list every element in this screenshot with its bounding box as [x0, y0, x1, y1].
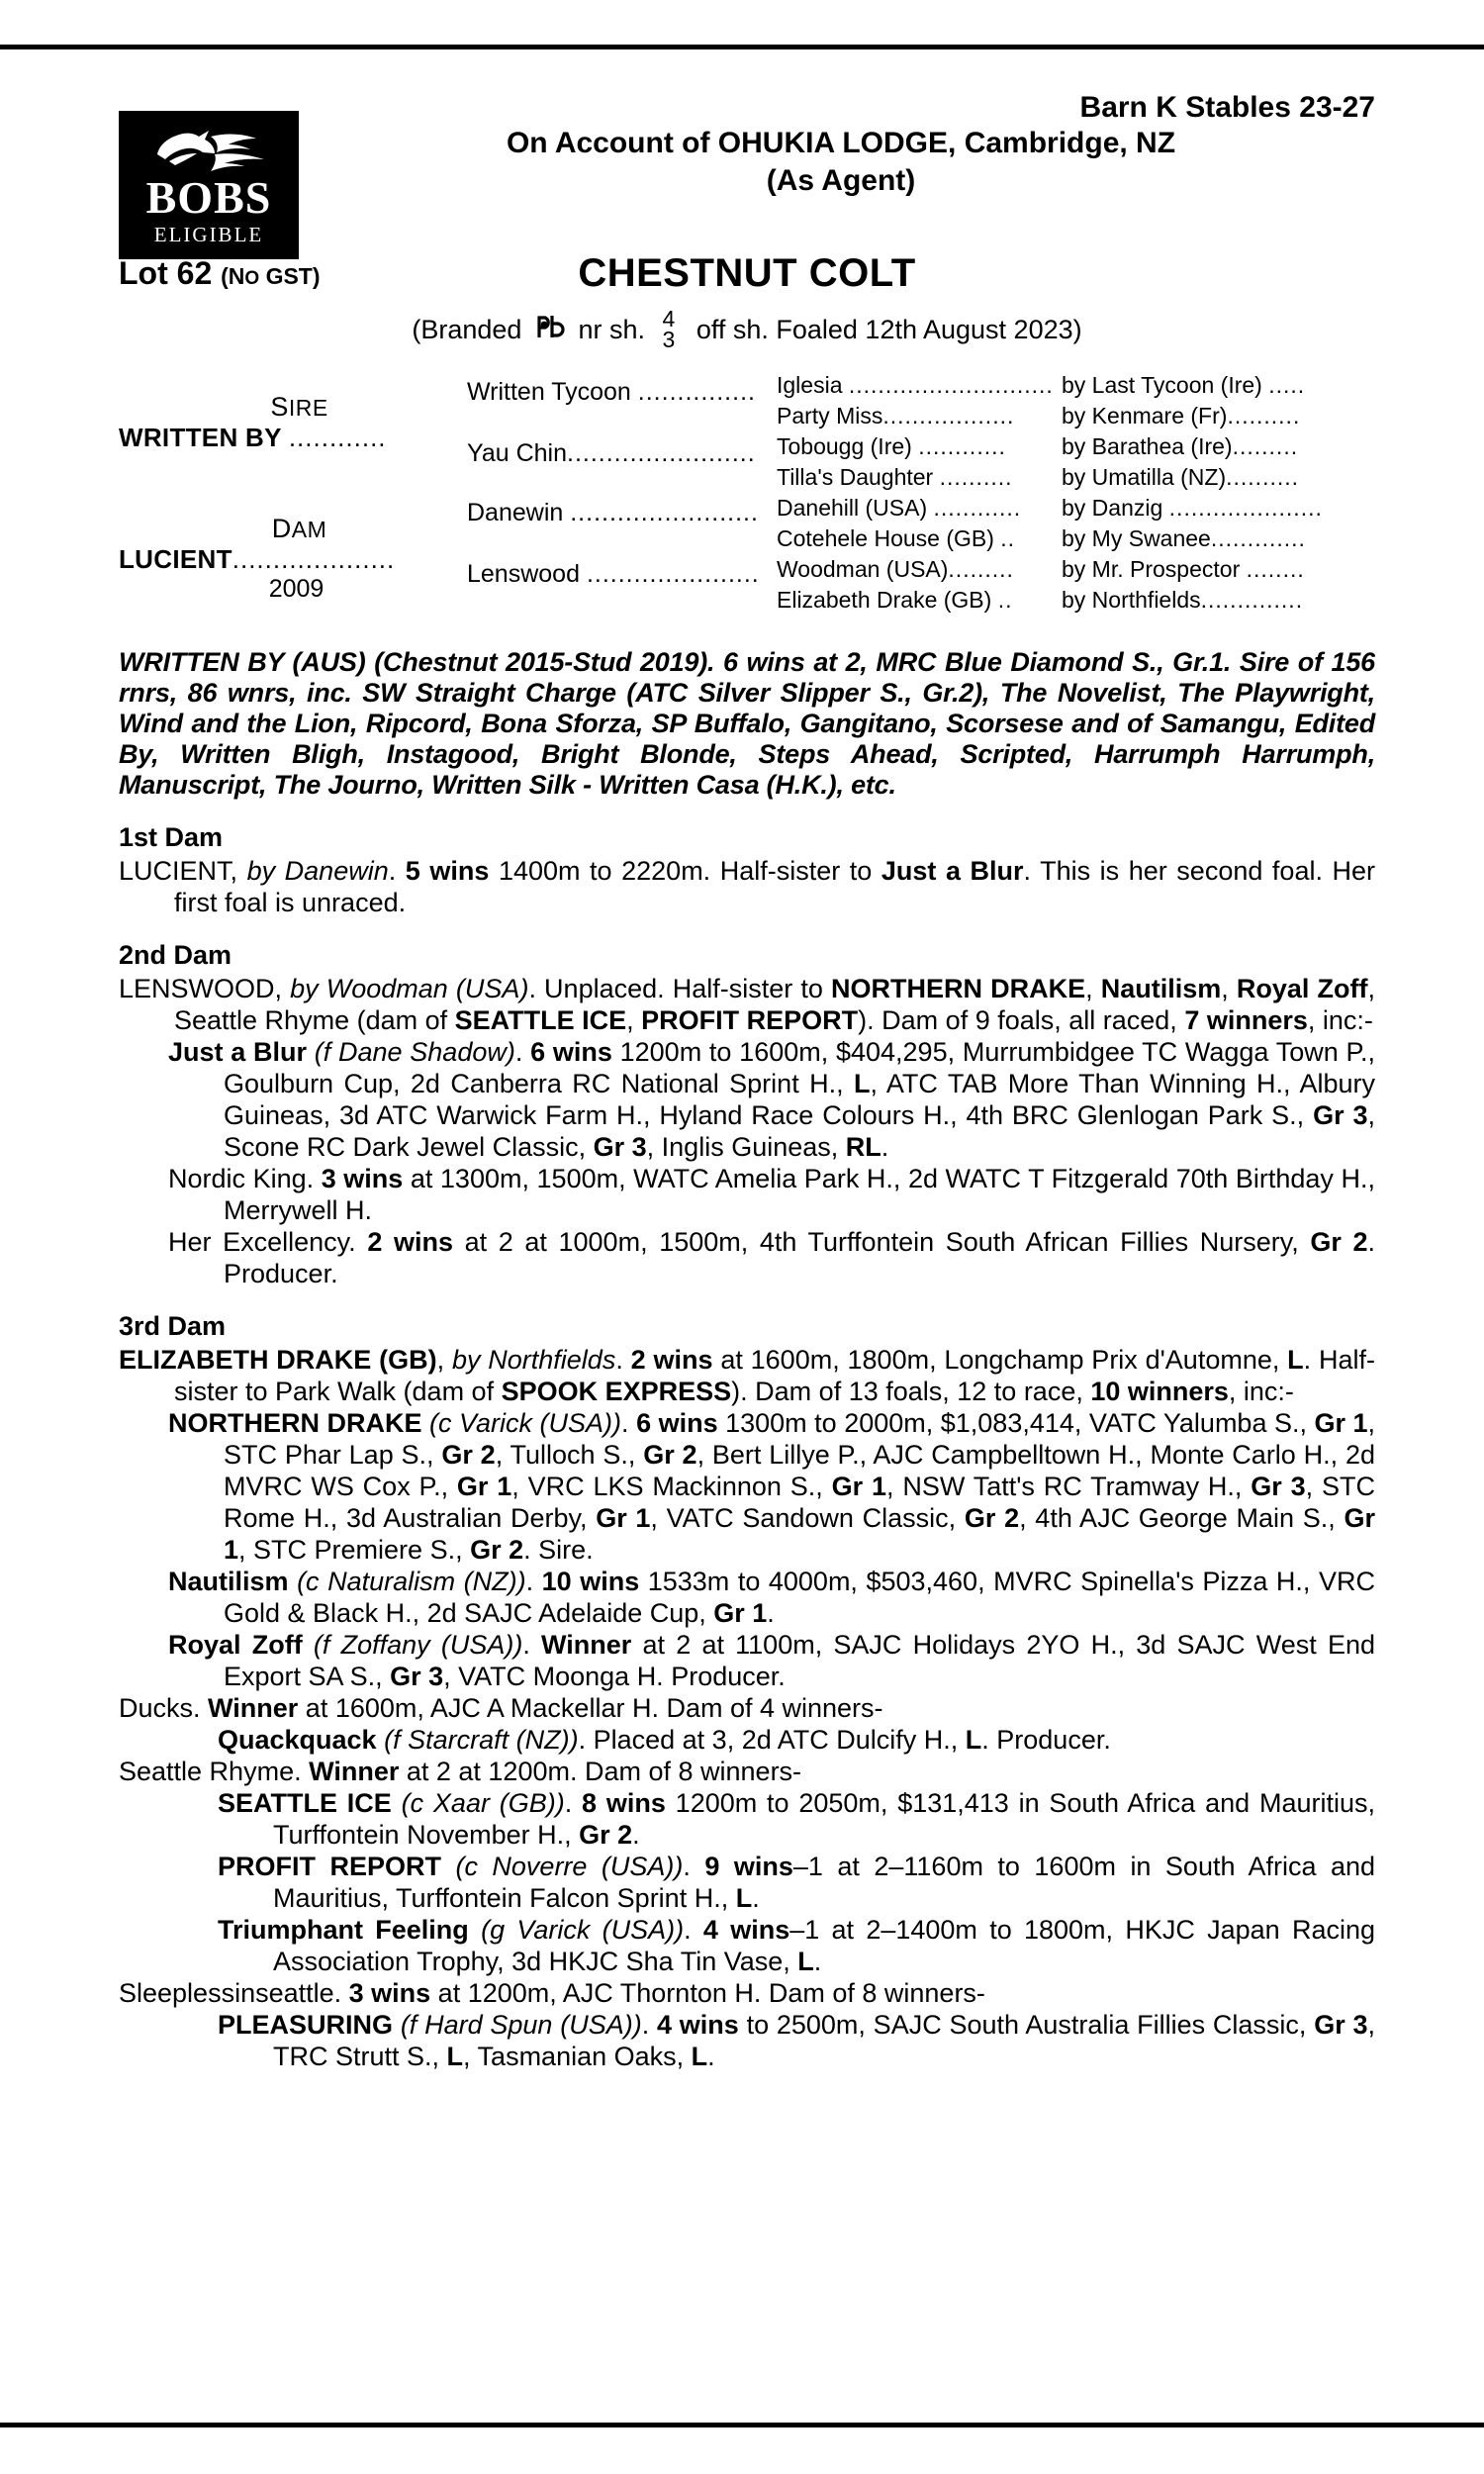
pedigree-entry: Nautilism (c Naturalism (NZ)). 10 wins 1533m to 4000m, $503,460, MVRC Spinella's Pizza H., VRC Gold & Black H., 2d SAJC Adelaide Cup, Gr 1.	[168, 1567, 1375, 1628]
dam-year: 2009	[268, 575, 325, 603]
lot-line	[119, 251, 1375, 309]
pedigree-entry: Royal Zoff (f Zoffany (USA)). Winner at 2 at 1100m, SAJC Holidays 2YO H., 3d SAJC West End Export SA S., Gr 3, VATC Moonga H. Producer.	[168, 1630, 1375, 1691]
greatgreatgrandparent-row: by Barathea (Ire).........	[1062, 433, 1299, 459]
pedigree-column-greatgrandparents	[777, 370, 1073, 616]
colour-and-sex-title: CHESTNUT COLT	[578, 251, 916, 295]
dam-name: LUCIENT....................	[119, 544, 396, 574]
grandparent-row: Danewin ........................	[467, 499, 759, 526]
dam-generation-heading: 2nd Dam	[119, 940, 232, 970]
grandparent-row: Yau Chin........................	[467, 439, 756, 467]
branded-line	[119, 306, 1375, 362]
dam-role-label: DAM	[271, 514, 327, 543]
pedigree-entry: Nordic King. 3 wins at 1300m, 1500m, WATC Amelia Park H., 2d WATC T Fitzgerald 70th Birthday H., Merrywell H.	[168, 1164, 1375, 1225]
as-agent-label: (As Agent)	[766, 164, 916, 197]
pedigree-entry: SEATTLE ICE (c Xaar (GB)). 8 wins 1200m to 2050m, $131,413 in South Africa and Mauritius, Turffontein November H., Gr 2.	[218, 1788, 1375, 1850]
bobs-eligible-logo	[119, 111, 299, 259]
greatgreatgrandparent-row: by My Swanee.............	[1062, 525, 1306, 551]
pedigree-sire-block	[119, 392, 470, 453]
page-header	[119, 89, 1375, 247]
greatgrandparent-row: Party Miss..................	[777, 403, 1015, 428]
pedigree-entry: Sleeplessinseattle. 3 wins at 1200m, AJC Thornton H. Dam of 8 winners-	[119, 1978, 985, 2008]
pedigree-entry: Ducks. Winner at 1600m, AJC A Mackellar H. Dam of 4 winners-	[119, 1693, 883, 1723]
pedigree-entry: Quackquack (f Starcraft (NZ)). Placed at 3, 2d ATC Dulcify H., L. Producer.	[218, 1725, 1111, 1755]
pedigree-entry: NORTHERN DRAKE (c Varick (USA)). 6 wins 1300m to 2000m, $1,083,414, VATC Yalumba S., Gr 1, STC Phar Lap S., Gr 2, Tulloch S., Gr 2, Bert Lillye P., AJC Campbelltown H., Monte Carlo H., 2d MVRC WS Cox P., Gr 1, VRC LKS Mackinnon S., Gr 1, NSW Tatt's RC Tramway H., Gr 3, STC Rome H., 3d Australian Derby, Gr 1, VATC Sandown Classic, Gr 2, 4th AJC George Main S., Gr 1, STC Premiere S., Gr 2. Sire.	[168, 1408, 1376, 1565]
greatgreatgrandparent-row: by Danzig .....................	[1062, 495, 1323, 521]
lot-number-text: Lot 62	[119, 255, 213, 291]
bobs-logo-subtitle: ELIGIBLE	[153, 223, 264, 246]
grandparent-row: Written Tycoon ...............	[467, 378, 756, 406]
pedigree-entry: LUCIENT, by Danewin. 5 wins 1400m to 2220m. Half-sister to Just a Blur. This is her second foal. Her first foal is unraced.	[119, 856, 1376, 917]
greatgrandparent-row: Cotehele House (GB) ..	[777, 525, 1016, 551]
greatgrandparent-row: Elizabeth Drake (GB) ..	[777, 587, 1013, 613]
no-gst-label: (NO GST)	[221, 263, 321, 289]
dam-generation-heading: 1st Dam	[119, 822, 224, 852]
greatgrandparent-row: Iglesia ............................	[777, 372, 1054, 398]
pedigree-column-greatgreatgrandparents	[1062, 370, 1378, 616]
greatgreatgrandparent-row: by Last Tycoon (Ire) .....	[1062, 372, 1306, 398]
greatgreatgrandparent-row: by Mr. Prospector ........	[1062, 556, 1305, 582]
page-top-rule	[0, 45, 1484, 49]
pedigree-dam-block	[119, 514, 470, 604]
barn-stables-label: Barn K Stables 23-27	[1079, 91, 1375, 124]
pedigree-entry: Her Excellency. 2 wins at 2 at 1000m, 1500m, 4th Turffontein South African Fillies Nursery, Gr 2. Producer.	[168, 1227, 1376, 1288]
greatgrandparent-row: Danehill (USA) ............	[777, 495, 1022, 521]
greatgreatgrandparent-row: by Umatilla (NZ)..........	[1062, 464, 1300, 490]
pedigree-table	[119, 370, 1375, 635]
brand-symbol-icon	[533, 312, 567, 348]
on-account-of-label: On Account of OHUKIA LODGE, Cambridge, NZ	[506, 127, 1176, 159]
pedigree-entry: PLEASURING (f Hard Spun (USA)). 4 wins to 2500m, SAJC South Australia Fillies Classic, Gr 3, TRC Strutt S., L, Tasmanian Oaks, L.	[218, 2010, 1376, 2071]
sire-role-label: SIRE	[270, 392, 328, 422]
bobs-logo-word: BOBS	[145, 172, 272, 223]
brand-number-fraction	[662, 306, 676, 352]
branded-off-shoulder-foaled: off sh. Foaled 12th August 2023)	[696, 315, 1082, 345]
greatgreatgrandparent-row: by Northfields..............	[1062, 587, 1304, 613]
branded-prefix: (Branded	[412, 315, 522, 345]
greatgrandparent-row: Woodman (USA).........	[777, 556, 1014, 582]
sire-name: WRITTEN BY ............	[119, 423, 387, 452]
greatgrandparent-row: Tobougg (Ire) ............	[777, 433, 1006, 459]
horse-head-icon	[119, 123, 299, 176]
grandparent-row: Lenswood ......................	[467, 560, 760, 588]
pedigree-entry: PROFIT REPORT (c Noverre (USA)). 9 wins–1 at 2–1160m to 1600m in South Africa and Mauritius, Turffontein Falcon Sprint H., L.	[218, 1852, 1375, 1913]
pedigree-entry: ELIZABETH DRAKE (GB), by Northfields. 2 wins at 1600m, 1800m, Longchamp Prix d'Automne, L. Half-sister to Park Walk (dam of SPOOK EXPRESS). Dam of 13 foals, 12 to race, 10 winners, inc:-	[119, 1345, 1375, 1406]
dam-sections	[119, 822, 1375, 2072]
greatgrandparent-row: Tilla's Daughter ..........	[777, 464, 1013, 490]
pedigree-entry: Triumphant Feeling (g Varick (USA)). 4 wins–1 at 2–1400m to 1800m, HKJC Japan Racing Association Trophy, 3d HKJC Sha Tin Vase, L.	[218, 1915, 1375, 1976]
dam-generation-heading: 3rd Dam	[119, 1311, 227, 1341]
page-content	[119, 89, 1375, 2072]
sire-summary-paragraph: WRITTEN BY (AUS) (Chestnut 2015-Stud 2019). 6 wins at 2, MRC Blue Diamond S., Gr.1. Sire of 156 rnrs, 86 wnrs, inc. SW Straight Charge (ATC Silver Slipper S., Gr.2), The Novelist, The Playwright, Wind and the Lion, Ripcord, Bona Sforza, SP Buffalo, Gangitano, Scorsese and of Samangu, Edited By, Written Bligh, Instagood, Bright Blonde, Steps Ahead, Scripted, Harrumph Harrumph, Manuscript, The Journo, Written Silk - Written Casa (H.K.), etc.	[119, 647, 1375, 800]
greatgreatgrandparent-row: by Kenmare (Fr)..........	[1062, 403, 1301, 428]
pedigree-entry: Just a Blur (f Dane Shadow). 6 wins 1200m to 1600m, $404,295, Murrumbidgee TC Wagga Town P., Goulburn Cup, 2d Canberra RC National Sprint H., L, ATC TAB More Than Winning H., Albury Guineas, 3d ATC Warwick Farm H., Hyland Race Colours H., 4th BRC Glenlogan Park S., Gr 3, Scone RC Dark Jewel Classic, Gr 3, Inglis Guineas, RL.	[168, 1037, 1375, 1162]
pedigree-entry: LENSWOOD, by Woodman (USA). Unplaced. Half-sister to NORTHERN DRAKE, Nautilism, Royal Zoff, Seattle Rhyme (dam of SEATTLE ICE, PROFIT REPORT). Dam of 9 foals, all raced, 7 winners, inc:-	[119, 974, 1376, 1035]
pedigree-entry: Seattle Rhyme. Winner at 2 at 1200m. Dam of 8 winners-	[119, 1757, 802, 1786]
branded-near-shoulder: nr sh.	[578, 315, 645, 345]
page-bottom-rule	[0, 2423, 1484, 2427]
brand-number-top: 4	[662, 306, 676, 332]
brand-number-bottom: 3	[662, 327, 676, 352]
